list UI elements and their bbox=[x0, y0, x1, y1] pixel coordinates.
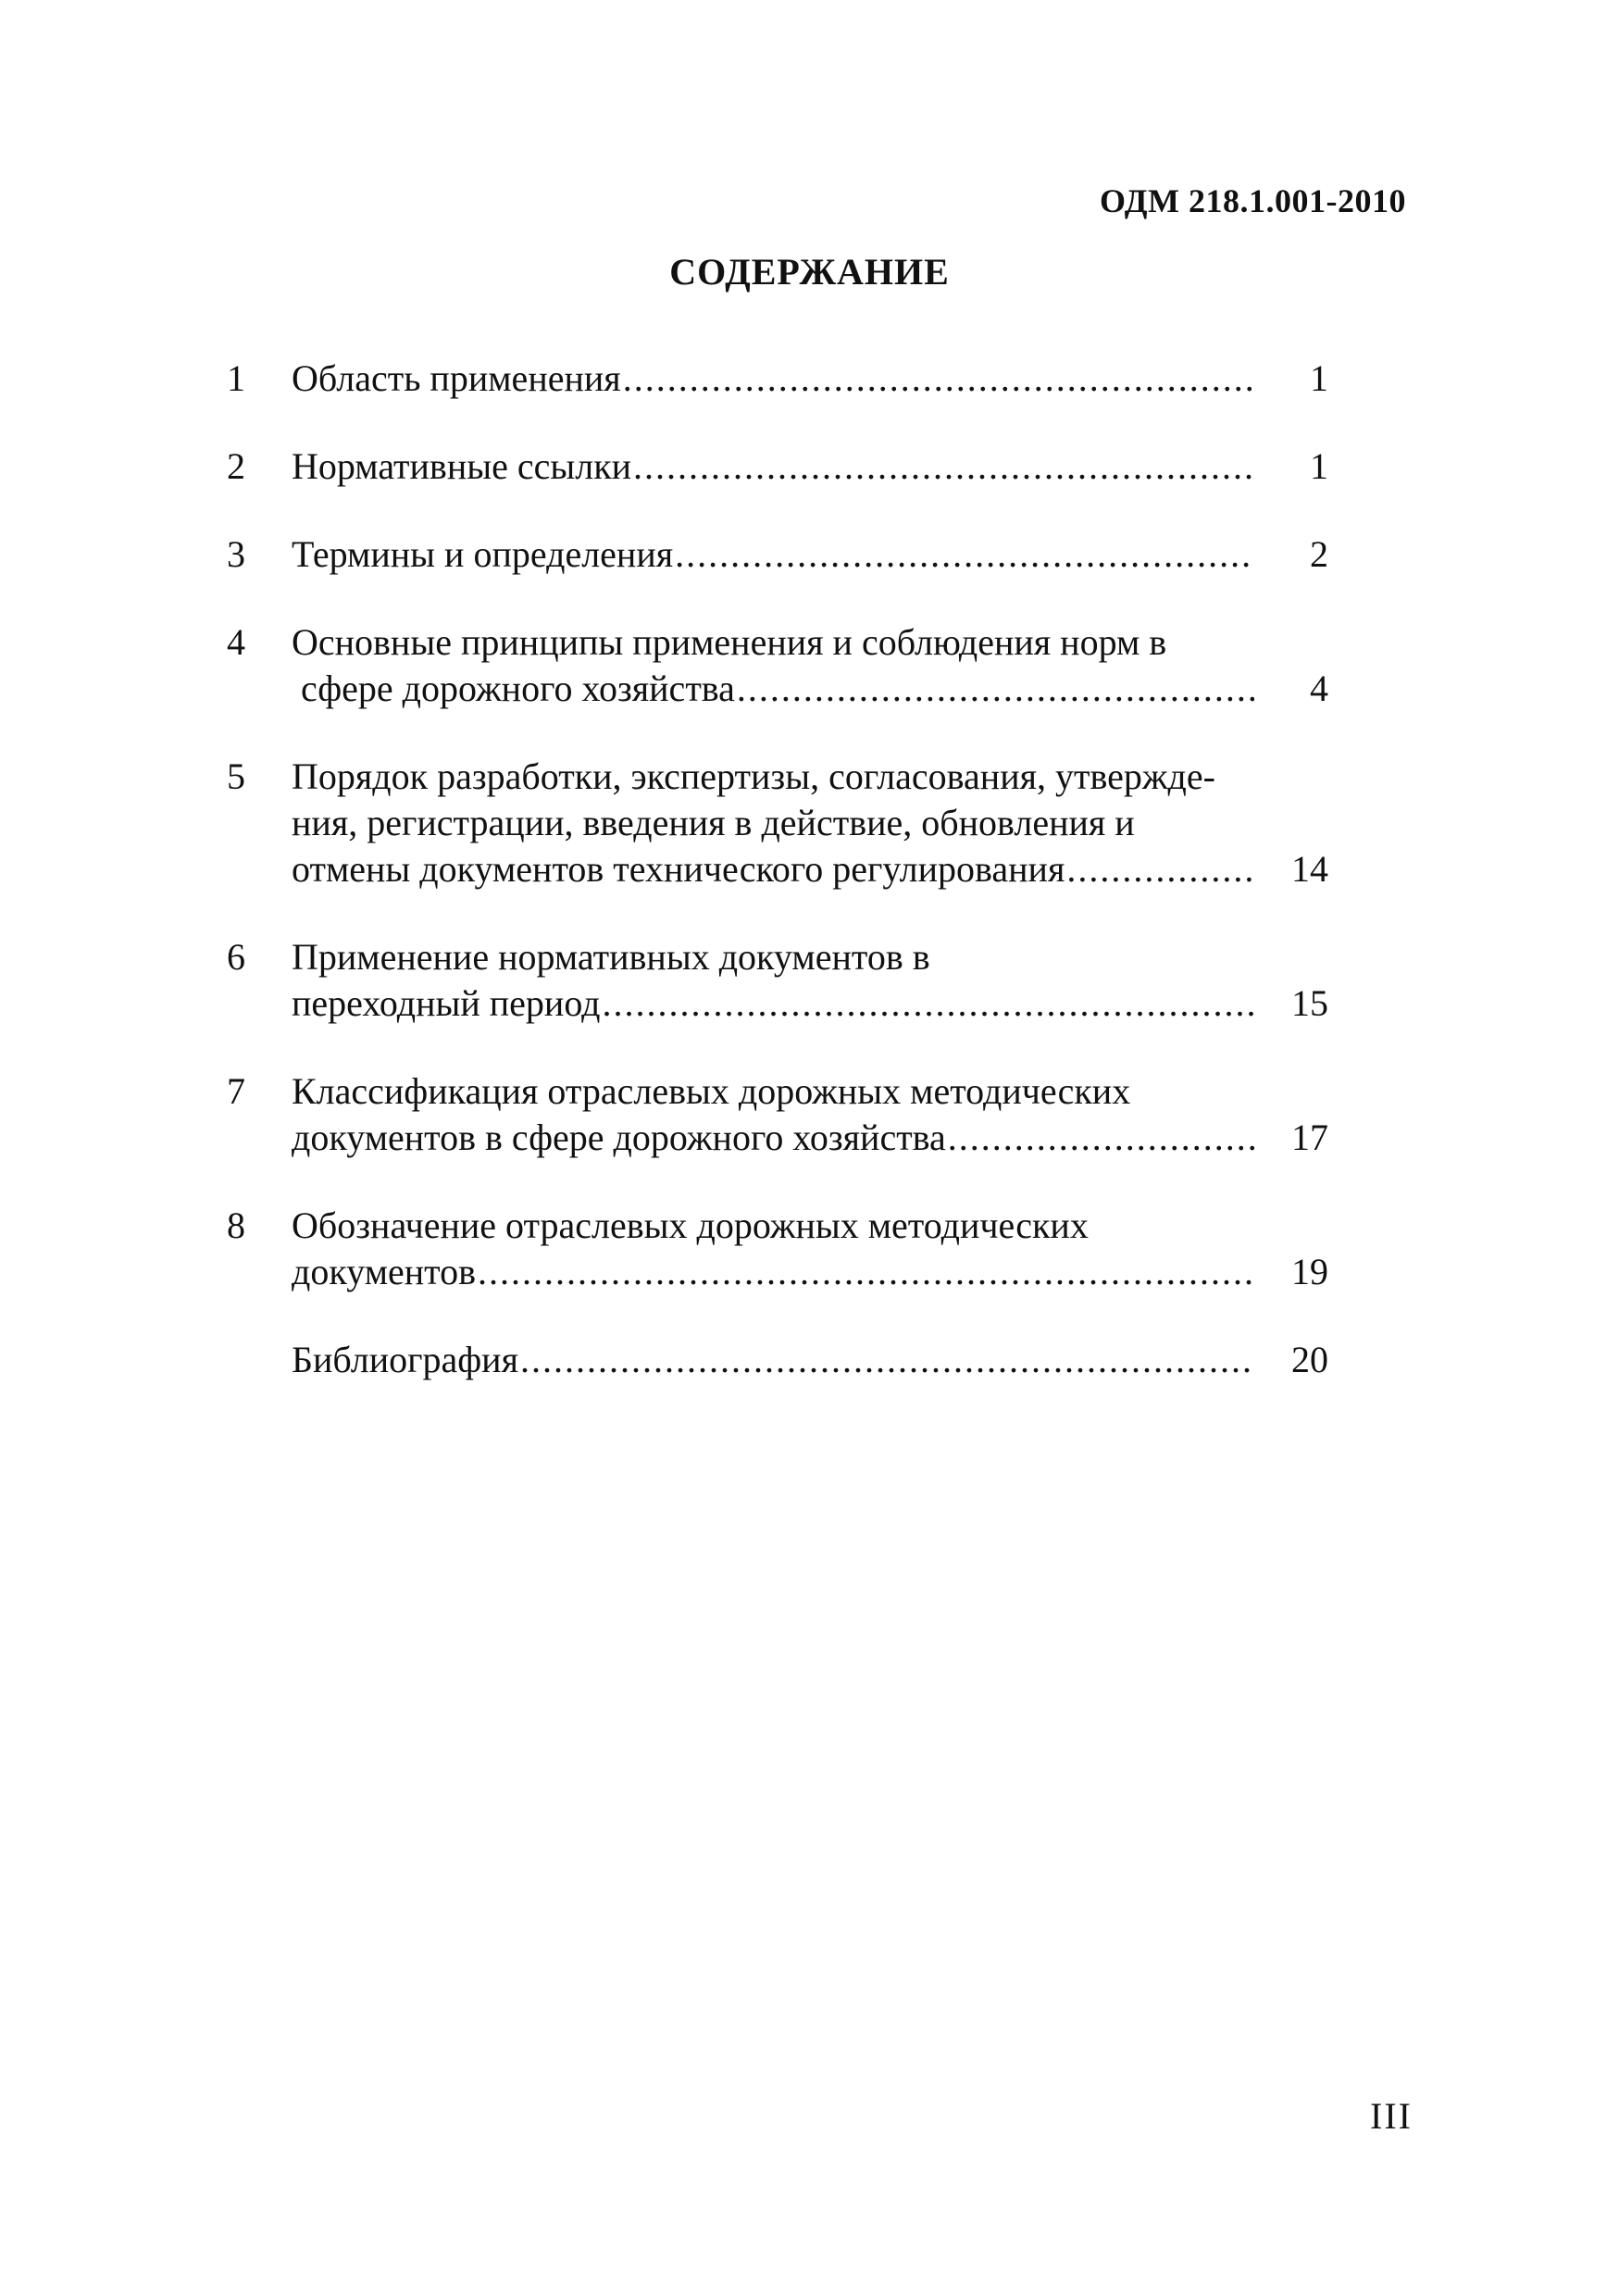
toc-page-number: 17 bbox=[1291, 1117, 1328, 1158]
toc-number: 1 bbox=[227, 357, 245, 399]
dot-leader bbox=[476, 1249, 1254, 1295]
dot-leader bbox=[735, 666, 1254, 712]
toc-page-number: 1 bbox=[1310, 357, 1328, 399]
toc-number: 5 bbox=[227, 755, 245, 797]
toc-entry-text: Применение нормативных документов в bbox=[292, 936, 930, 978]
dot-leader bbox=[673, 531, 1254, 578]
toc-entry-5[interactable] bbox=[227, 754, 1338, 892]
toc-entry-text: Основные принципы применения и соблюдения норм в bbox=[292, 621, 1167, 663]
dot-leader bbox=[621, 356, 1254, 402]
toc-entry-8[interactable] bbox=[227, 1203, 1338, 1295]
toc-entry-bibliography[interactable] bbox=[227, 1337, 1338, 1383]
toc-entry-text: Нормативные ссылки bbox=[292, 445, 632, 487]
toc-entry-4[interactable] bbox=[227, 619, 1338, 712]
toc-number: 2 bbox=[227, 445, 245, 487]
toc-entry-text: отмены документов технического регулирования bbox=[292, 848, 1065, 890]
page-number: III bbox=[1370, 2095, 1413, 2137]
toc-entry-7[interactable] bbox=[227, 1068, 1338, 1161]
toc-number: 8 bbox=[227, 1204, 245, 1246]
toc-entry-text: Классификация отраслевых дорожных методических bbox=[292, 1070, 1131, 1112]
toc-entry-text: Обозначение отраслевых дорожных методических bbox=[292, 1204, 1089, 1246]
dot-leader bbox=[946, 1115, 1254, 1161]
toc-number: 6 bbox=[227, 936, 245, 978]
toc-page-number: 14 bbox=[1291, 848, 1328, 890]
table-of-contents bbox=[227, 356, 1338, 1425]
toc-title: СОДЕРЖАНИЕ bbox=[669, 251, 950, 293]
toc-entry-text: сферe дорожного хозяйства bbox=[292, 668, 735, 709]
toc-page-number: 15 bbox=[1291, 982, 1328, 1024]
toc-number: 3 bbox=[227, 533, 245, 575]
toc-page-number: 2 bbox=[1310, 533, 1328, 575]
dot-leader bbox=[518, 1337, 1254, 1383]
toc-entry-text: Термины и определения bbox=[292, 533, 674, 575]
toc-entry-3[interactable] bbox=[227, 531, 1338, 578]
toc-page-number: 1 bbox=[1310, 445, 1328, 487]
toc-entry-text: Библиография bbox=[292, 1339, 518, 1380]
toc-entry-text: Порядок разработки, экспертизы, согласования, утвержде- bbox=[292, 755, 1215, 797]
toc-entry-1[interactable] bbox=[227, 356, 1338, 402]
toc-number: 7 bbox=[227, 1070, 245, 1112]
toc-page-number: 20 bbox=[1291, 1339, 1328, 1380]
document-code: ОДМ 218.1.001-2010 bbox=[1100, 182, 1406, 219]
dot-leader bbox=[1065, 846, 1254, 892]
dot-leader bbox=[631, 443, 1254, 490]
toc-entry-text: документов bbox=[292, 1251, 477, 1292]
toc-page-number: 4 bbox=[1310, 668, 1328, 709]
toc-number: 4 bbox=[227, 621, 245, 663]
toc-entry-2[interactable] bbox=[227, 443, 1338, 490]
toc-page-number: 19 bbox=[1291, 1251, 1328, 1292]
toc-entry-text: переходный период bbox=[292, 982, 601, 1024]
toc-entry-text: ния, регистрации, введения в действие, обновления и bbox=[292, 802, 1135, 843]
toc-entry-6[interactable] bbox=[227, 934, 1338, 1027]
dot-leader bbox=[601, 980, 1254, 1027]
toc-entry-text: документов в сфере дорожного хозяйства bbox=[292, 1117, 946, 1158]
toc-entry-text: Область применения bbox=[292, 357, 621, 399]
